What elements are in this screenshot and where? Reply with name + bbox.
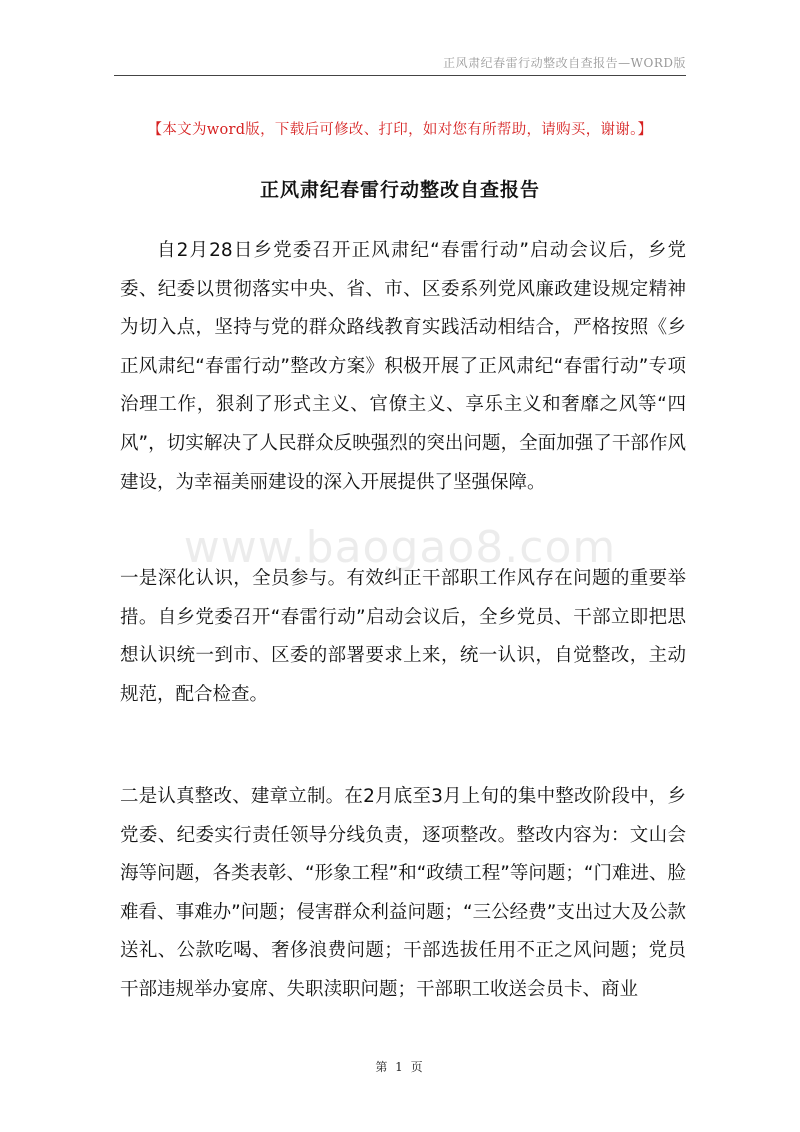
paragraph-section-1: 一是深化认识，全员参与。有效纠正干部职工作风存在问题的重要举措。自乡党委召开“春雷行动”启动会议后，全乡党员、干部立即把思想认识统一到市、区委的部署要求上来，统一认识，自觉整改，主动规范，配合检查。 xyxy=(120,568,686,705)
paragraph-section-2: 二是认真整改、建章立制。在2月底至3月上旬的集中整改阶段中，乡党委、纪委实行责任领导分线负责，逐项整改。整改内容为：文山会海等问题，各类表彰、“形象工程”和“政绩工程”等问题；“门难进、脸难看、事难办”问题；侵害群众利益问题；“三公经费”支出过大及公款送礼、公款吃喝、奢侈浪费问题；干部选拔任用不正之风问题；党员干部违规举办宴席、失职渎职问题；干部职工收送会员卡、商业 xyxy=(120,786,686,1000)
running-header: 正风肃纪春雷行动整改自查报告—WORD版 xyxy=(443,56,686,70)
paragraph-intro: 自2月28日乡党委召开正风肃纪“春雷行动”启动会议后，乡党委、纪委以贯彻落实中央、省、市、区委系列党风廉政建设规定精神为切入点，坚持与党的群众路线教育实践活动相结合，严格按照《乡正风肃纪“春雷行动”整改方案》积极开展了正风肃纪“春雷行动”专项治理工作，狠刹了形式主义、官僚主义、享乐主义和奢靡之风等“四风”，切实解决了人民群众反映强烈的突出问题，全面加强了干部作风建设，为幸福美丽建设的深入开展提供了坚强保障。 xyxy=(120,240,686,493)
page-number: 第 1 页 xyxy=(375,1060,425,1074)
watermark: www.baogao8.com xyxy=(183,522,617,573)
download-notice: 【本文为word版，下载后可修改、打印，如对您有所帮助，请购买，谢谢。】 xyxy=(147,122,653,138)
header-divider xyxy=(114,75,686,76)
document-title: 正风肃纪春雷行动整改自查报告 xyxy=(259,179,540,201)
